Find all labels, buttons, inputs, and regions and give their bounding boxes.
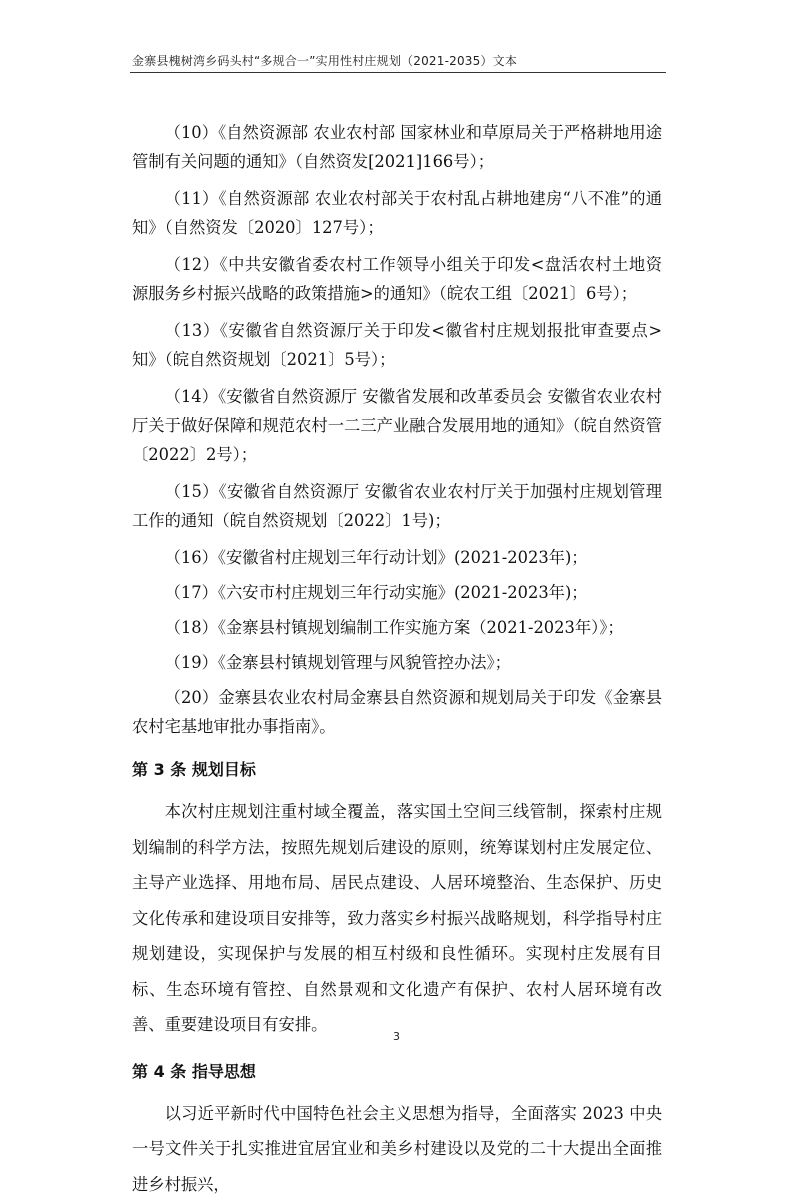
article-4-body: 以习近平新时代中国特色社会主义思想为指导，全面落实 2023 中央一号文件关于扎实推进宜居宜业和美乡村建设以及党的二十大提出全面推进乡村振兴， bbox=[132, 1096, 662, 1202]
reference-item: （13）《安徽省自然资源厅关于印发<徽省村庄规划报批审查要点>知》（皖自然资规划〔2021〕5号）； bbox=[132, 316, 662, 374]
header-rule bbox=[130, 72, 666, 73]
reference-item: （12）《中共安徽省委农村工作领导小组关于印发<盘活农村土地资源服务乡村振兴战略的政策措施>的通知》（皖农工组〔2021〕6号）； bbox=[132, 250, 662, 308]
reference-item: （18）《金寨县村镇规划编制工作实施方案（2021-2023年）》； bbox=[132, 613, 662, 642]
reference-item: （14）《安徽省自然资源厅 安徽省发展和改革委员会 安徽省农业农村厅关于做好保障和规范农村一二三产业融合发展用地的通知》（皖自然资管〔2022〕2号）； bbox=[132, 382, 662, 469]
article-4-title: 第 4 条 指导思想 bbox=[132, 1057, 662, 1086]
article-3-title: 第 3 条 规划目标 bbox=[132, 755, 662, 784]
page-number: 3 bbox=[0, 1030, 793, 1043]
article-3-body: 本次村庄规划注重村域全覆盖，落实国土空间三线管制，探索村庄规划编制的科学方法，按照先规划后建设的原则，统筹谋划村庄发展定位、主导产业选择、用地布局、居民点建设、人居环境整治、生态保护、历史文化传承和建设项目安排等，致力落实乡村振兴战略规划，科学指导村庄规划建设，实现保护与发展的相互村级和良性循环。实现村庄发展有目标、生态环境有管控、自然景观和文化遗产有保护、农村人居环境有改善、重要建设项目有安排。 bbox=[132, 794, 662, 1043]
reference-item: （11）《自然资源部 农业农村部关于农村乱占耕地建房“八不准”的通知》（自然资发〔2020〕127号）； bbox=[132, 184, 662, 242]
reference-item: （16）《安徽省村庄规划三年行动计划》(2021-2023年)； bbox=[132, 543, 662, 572]
reference-item: （15）《安徽省自然资源厅 安徽省农业农村厅关于加强村庄规划管理工作的通知（皖自然资规划〔2022〕1号)； bbox=[132, 477, 662, 535]
reference-item: （19）《金寨县村镇规划管理与风貌管控办法》； bbox=[132, 648, 662, 677]
reference-item: （20）金寨县农业农村局金寨县自然资源和规划局关于印发《金寨县农村宅基地审批办事指南》。 bbox=[132, 683, 662, 741]
reference-item: （17）《六安市村庄规划三年行动实施》(2021-2023年)； bbox=[132, 578, 662, 607]
running-header: 金寨县槐树湾乡码头村“多规合一”实用性村庄规划（2021-2035）文本 bbox=[132, 52, 664, 69]
reference-item: （10）《自然资源部 农业农村部 国家林业和草原局关于严格耕地用途管制有关问题的通知》（自然资发[2021]166号）； bbox=[132, 118, 662, 176]
